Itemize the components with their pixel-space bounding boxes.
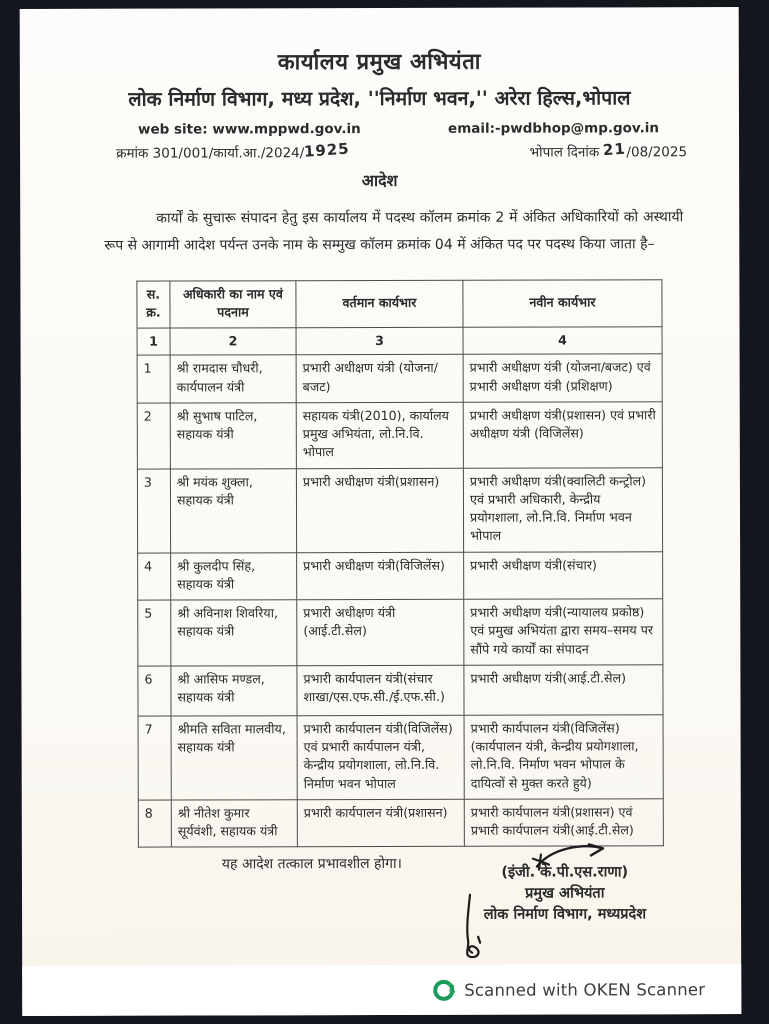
signatory-designation: प्रमुख अभियंता xyxy=(525,885,605,902)
table-row: 8 श्री नीतेश कुमार सूर्यवंशी, सहायक यंत्री प्रभारी कार्यपालन यंत्री(प्रशासन) प्रभारी कार्यपालन यंत्री(प्रशासन) एवं प्रभारी कार्यपालन यंत्री(आई.टी.सेल) xyxy=(138,799,663,848)
scanner-footer-text: Scanned with OKEN Scanner xyxy=(464,979,706,1000)
table-row: 6 श्री आसिफ मण्डल, सहायक यंत्री प्रभारी कार्यपालन यंत्री(संचार शाखा/एस.एफ.सी./ई.एफ.सी.) प्रभारी अधीक्षण यंत्री(आई.टी.सेल) xyxy=(138,665,663,716)
column-number-row: 1 2 3 4 xyxy=(137,327,662,356)
table-row: 2 श्री सुभाष पाटिल, सहायक यंत्री सहायक यंत्री(2010), कार्यालय प्रमुख अभियंता, लो.नि.वि. भोपाल प्रभारी अधीक्षण यंत्री(प्रशासन) एवं प्रभारी अधीक्षण यंत्री (विजिलेंस) xyxy=(137,402,662,469)
table-row: 3 श्री मयंक शुक्ला, सहायक यंत्री प्रभारी अधीक्षण यंत्री(प्रशासन) प्रभारी अधीक्षण यंत्री(क्वालिटी कन्ट्रोल) एवं प्रभारी अधिकारी, केन्द्रीय प्रयोगशाला, लो.नि.वि. निर्माण भवन भोपाल xyxy=(137,467,662,552)
office-title: कार्यालय प्रमुख अभियंता xyxy=(277,49,481,76)
table-row: 1 श्री रामदास चौधरी, कार्यपालन यंत्री प्रभारी अधीक्षण यंत्री (योजना/बजट) प्रभारी अधीक्षण यंत्री (योजना/बजट) एवं प्रभारी अधीक्षण यंत्री (प्रशिक्षण) xyxy=(137,354,662,403)
handwritten-ref-number: 1925 xyxy=(303,139,351,161)
signatory-name: (इंजी. के.पी.एस.राणा) xyxy=(501,864,629,881)
col-header-new-charge: नवीन कार्यभार xyxy=(463,279,662,327)
scanned-document-page xyxy=(20,7,742,1016)
website-label: web site: www.mppwd.gov.in xyxy=(137,121,361,138)
signature-block xyxy=(484,862,647,925)
effective-immediately-line: यह आदेश तत्काल प्रभावशील होगा। xyxy=(221,856,402,873)
email-label: email:-pwdbhop@mp.gov.in xyxy=(448,120,660,137)
table-row: 7 श्रीमति सविता मालवीय, सहायक यंत्री प्रभारी कार्यपालन यंत्री(विजिलेंस) एवं प्रभारी कार्यपालन यंत्री, केन्द्रीय प्रयोगशाला, लो.नि.वि. निर्माण भवन भोपाल प्रभारी कार्यपालन यंत्री(विजिलेंस) (कार्यपालन यंत्री, केन्द्रीय प्रयोगशाला, लो.नि.वि. निर्माण भवन भोपाल के दायित्वों से मुक्त करते हुये) xyxy=(138,715,663,800)
signatory-department: लोक निर्माण विभाग, मध्यप्रदेश xyxy=(483,906,647,923)
reference-number: क्रमांक 301/001/कार्या.आ./2024/1925 xyxy=(116,139,351,162)
order-body-paragraph: कार्यों के सुचारू संपादन हेतु इस कार्यालय में पदस्थ कॉलम क्रमांक 2 में अंकित अधिकारियों को अस्थायी रूप से आगामी आदेश पर्यन्त उनके नाम के सम्मुख कॉलम क्रमांक 04 में अंकित पद पर पदस्थ किया जाता है– xyxy=(104,209,684,255)
order-heading: आदेश xyxy=(361,170,398,191)
col-header-sno: स. क्र. xyxy=(137,281,170,329)
oken-scanner-icon xyxy=(433,979,454,1000)
department-line: लोक निर्माण विभाग, मध्य प्रदेश, ''निर्माण भवन,'' अरेरा हिल्स,भोपाल xyxy=(128,86,631,111)
signature-pen-stroke xyxy=(456,893,496,963)
contact-row xyxy=(138,120,659,137)
table-row: 5 श्री अविनाश शिवरिया, सहायक यंत्री प्रभारी अधीक्षण यंत्री (आई.टी.सेल) प्रभारी अधीक्षण यंत्री(न्यायालय प्रकोष्ठ) एवं प्रमुख अभियंता द्वारा समय–समय पर सौंपे गये कार्यों का संपादन xyxy=(138,599,663,666)
col-header-name: अधिकारी का नाम एवं पदनाम xyxy=(170,280,296,328)
scanner-footer-inner xyxy=(433,979,705,1001)
oken-dots xyxy=(448,982,456,998)
table-row: 4 श्री कुलदीप सिंह, सहायक यंत्री प्रभारी अधीक्षण यंत्री(विजिलेंस) प्रभारी अधीक्षण यंत्री(संचार) xyxy=(138,551,663,600)
posting-order-table xyxy=(136,279,663,848)
handwritten-date: 21 xyxy=(602,139,627,160)
place-date: भोपाल दिनांक 21/08/2025 xyxy=(529,139,688,161)
col-header-current-charge: वर्तमान कार्यभार xyxy=(296,280,463,328)
document-header xyxy=(20,7,739,112)
reference-row xyxy=(116,139,688,162)
scanner-footer-bar xyxy=(22,964,741,1016)
table-header-row xyxy=(137,279,662,328)
